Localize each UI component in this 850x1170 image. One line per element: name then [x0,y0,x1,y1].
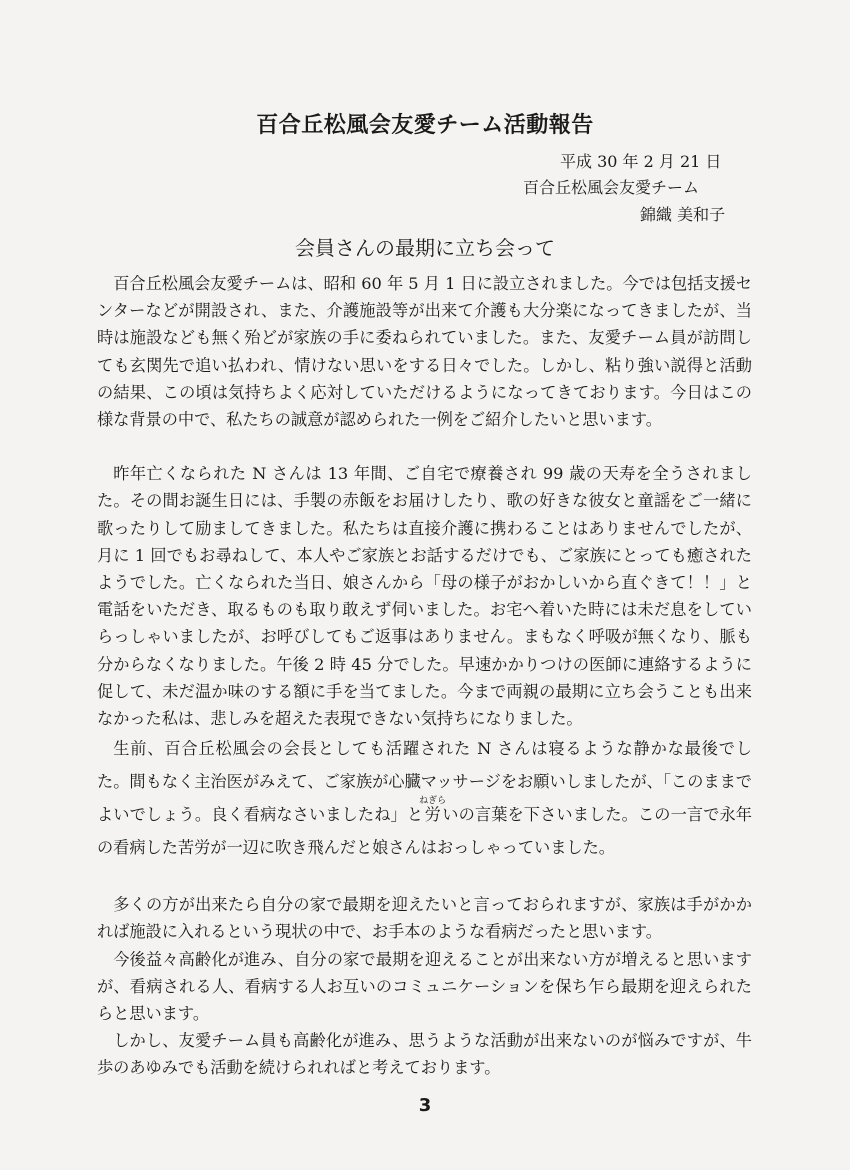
paragraph-5: 今後益々高齢化が進み、自分の家で最期を迎えることが出来ない方が増えると思いますが、看病される人、看病する人お互いのコミュニケーションを保ち乍ら最期を迎えられたらと思います。 [97,949,752,1024]
paragraph-1: 百合丘松風会友愛チームは、昭和 60 年 5 月 1 日に設立されました。今では包括支援センターなどが開設され、また、介護施設等が出来て介護も大分楽になってきましたが、当時は施設なども無く殆どが家族の手に委ねられていました。また、友愛チーム員が訪問しても玄関先で追い払われ、情けない思いをする日々でした。しかし、粘り強い説得と活動の結果、この頃は気持ちよく応対していただけるようになってきております。今日はこの様な背景の中で、私たちの誠意が認められた一例をご紹介したいと思います。 [97,274,752,430]
paragraph-3 [97,732,752,864]
document-subtitle: 会員さんの最期に立ち会って [295,236,555,260]
document-title: 百合丘松風会友愛チーム活動報告 [256,112,594,138]
report-organization: 百合丘松風会友愛チーム [523,178,700,197]
page-number: 3 [418,1095,432,1116]
paragraph-4: 多くの方が出来たら自分の家で最期を迎えたいと言っておられますが、家族は手がかかれば施設に入れるという現状の中で、お手本のような看病だったと思います。 [97,895,752,942]
report-body [97,270,752,1082]
report-author: 錦織 美和子 [640,205,726,224]
paragraph-6: しかし、友愛チーム員も高齢化が進み、思うような活動が出来ないのが悩みですが、牛歩のあゆみでも活動を続けられればと考えております。 [97,1031,752,1078]
paragraph-3-part-2: いの言葉を下さいました。この一言で永年の看病した苦労が一辺に吹き飛んだと娘さんはおっしゃっていました。 [97,805,752,858]
paragraph-3-part-1: 生前、百合丘松風会の会長としても活躍された N さんは寝るような静かな最後でした。間もなく主治医がみえて、ご家族が心臓マッサージをお願いしましたが、「このままでよいでしょう。良く看病なさいましたね」と [97,739,752,825]
paragraph-2: 昨年亡くなられた N さんは 13 年間、ご自宅で療養され 99 歳の天寿を全うされました。その間お誕生日には、手製の赤飯をお届けしたり、歌の好きな彼女と童謡をご一緒に歌ったりして励ましてきました。私たちは直接介護に携わることはありませんでしたが、月に 1 回でもお尋ねして、本人やご家族とお話するだけでも、ご家族にとっても癒されたようでした。亡くなられた当日、娘さんから「母の様子がおかしいから直ぐきて！！」と電話をいただき、取るものも取り敢えず伺いました。お宅へ着いた時には未だ息をしていらっしゃいましたが、お呼びしてもご返事はありません。まもなく呼吸が無くなり、脈も分からなくなりました。午後 2 時 45 分でした。早速かかりつけの医師に連絡するように促して、未だ温か味のする額に手を当てました。今まで両親の最期に立ち会うことも出来なかった私は、悲しみを超えた表現できない気持ちになりました。 [97,464,752,729]
ruby-word: 労ねぎら [419,796,447,825]
report-date: 平成 30 年 2 月 21 日 [560,152,722,171]
